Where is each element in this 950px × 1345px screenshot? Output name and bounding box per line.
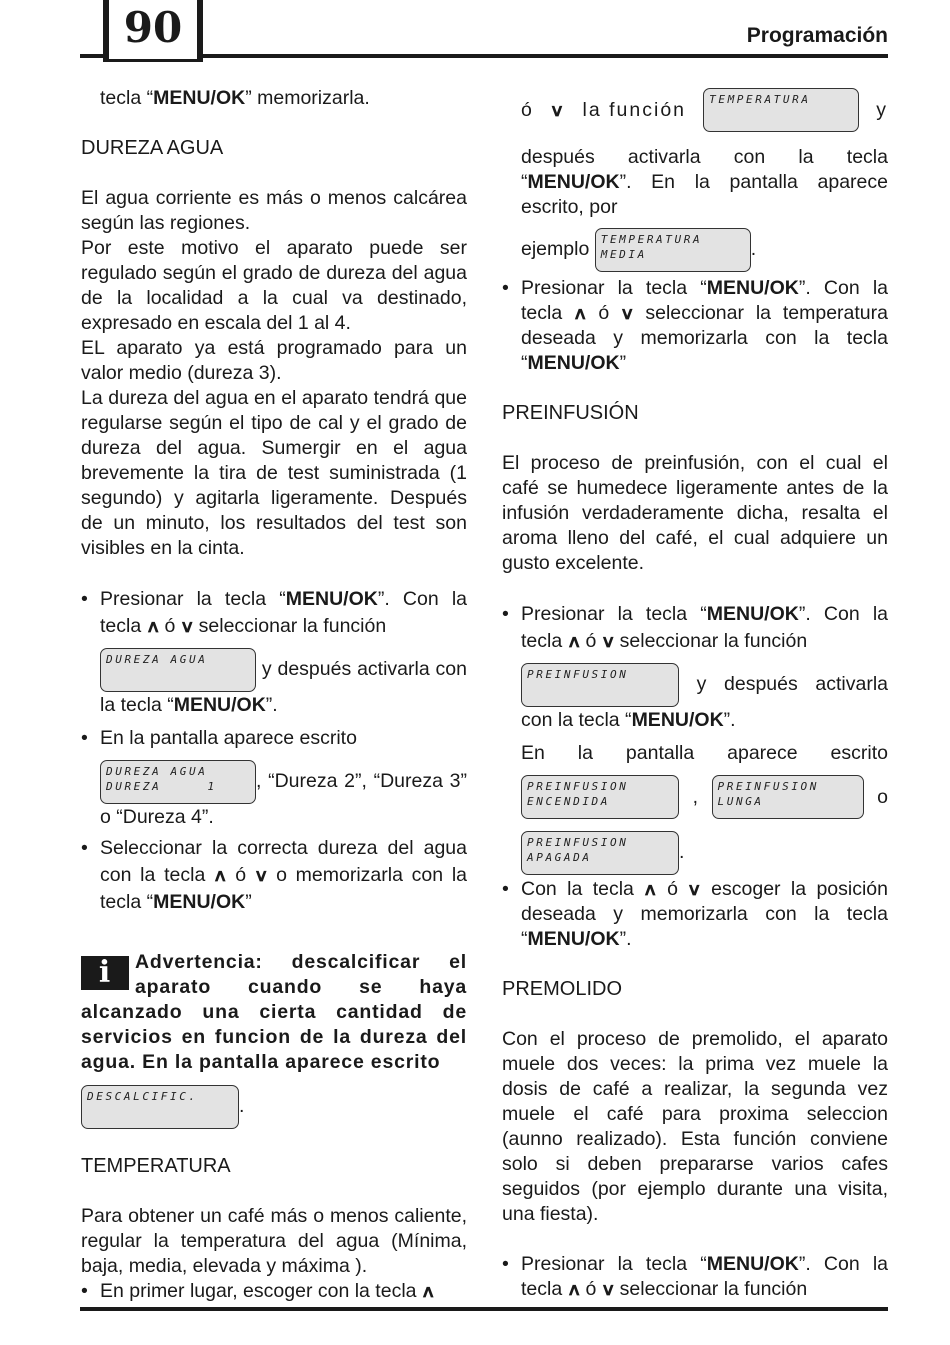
section-title: Programación (746, 24, 888, 47)
right-column (502, 86, 888, 1302)
page-number-text: 90 (123, 3, 183, 52)
paragraph-temperatura: Para obtener un café más o menos caliente, regular la temperatura del agua (Mínima, baja, media, elevada y máxima ). (81, 1205, 467, 1277)
bullet-temperatura-memorize: • Presionar la tecla “MENU/OK”. Con la tecla ∧ ó ∨ seleccionar la temperatura deseada y memorizarla con la tecla “MENU/OK” (502, 276, 888, 376)
chevron-down-icon: ∨ (619, 304, 635, 323)
intro-line: tecla “MENU/OK” memorizarla. (100, 87, 370, 109)
bullet-preinfusion-select: • Presionar la tecla “MENU/OK”. Con la tecla ∧ ó ∨ seleccionar la función PREINFUSION y después activarla con la tecla “MENU/OK”. En la pantalla aparece escrito PREINFUSION ENCENDIDA , PREINFUSION LUNGA o PREINFUSION APAGADA . (502, 601, 888, 875)
lcd-display-temperatura: TEMPERATURA (703, 88, 859, 132)
paragraph-dureza-4: La dureza del agua en el aparato tendrá que regularse según el tipo de cal y el grado de dureza del agua. Sumergir en el agua brevemente la tira de test suministrada (1 segundo) y agitarla ligeramente. Después de un minuto, los resultados del test son visibles en la cinta. (81, 387, 467, 559)
lcd-display-temperatura-media: TEMPERATURA MEDIA (595, 228, 751, 272)
lcd-display-dureza-valor: DUREZA AGUA DUREZA 1 (100, 760, 256, 804)
heading-premolido: PREMOLIDO (502, 978, 623, 1000)
heading-dureza-agua: DUREZA AGUA (81, 137, 224, 159)
chevron-up-icon: ∧ (566, 632, 582, 651)
temp-function-line: ó ∨ la función TEMPERATURA y (502, 85, 888, 135)
lcd-display-preinfusion-encendida: PREINFUSION ENCENDIDA (521, 775, 679, 819)
info-icon: i (81, 956, 129, 990)
bullet-premolido-select: • Presionar la tecla “MENU/OK”. Con la tecla ∧ ó ∨ seleccionar la función (502, 1252, 888, 1302)
heading-preinfusion: PREINFUSIÓN (502, 402, 639, 424)
chevron-up-icon: ∧ (572, 304, 588, 323)
bullet-dureza-select: • Presionar la tecla “MENU/OK”. Con la tecla ∧ ó ∨ seleccionar la función DUREZA AGUA y después activarla con la tecla “MENU/OK”. (81, 586, 467, 719)
lcd-display-preinfusion-apagada: PREINFUSION APAGADA (521, 831, 679, 875)
left-column: tecla “MENU/OK” memorizarla. DUREZA AGUA El agua corriente es más o menos calcárea según las regiones. Por este motivo el aparato puede ser regulado según el grado de dureza del agua de la localidad a la cual va destinado, expresado en escala del 1 al 4. EL aparato ya está programado para un valor medio (dureza 3). La dureza del agua en el aparato tendrá que regularse según el tipo de cal y el grado de dureza del agua. Sumergir en el agua brevemente la tira de test suministrada (1 segundo) y agitarla ligeramente. Después de un minuto, los resultados del test son visibles en la cinta. • Presionar la tecla “MENU/OK”. Con la tecla ∧ ó ∨ seleccionar la función DUREZA AGUA y después activarla con la tecla “MENU/OK”. • En la pantalla aparece escrito DUREZA AGUA DUREZA 1 , “Dureza 2”, “Dureza 3” o “Dureza 4”. • Seleccionar la correcta dureza del agua con la tecla ∧ ó ∨ o memorizarla con la tecla “MENU/OK” i Advertencia: descalcificar el aparato cuando se haya alcanzado una cierta cantidad de servicios en funcion de la dureza del agua. En la pantalla aparece escrito DESCALCIFIC. . TEMPERATURA Para obtener un café más o menos caliente, regular la temperatura del agua (Mínima, baja, media, elevada y máxima ). • En primer lugar, escoger con la tecla ∧ (81, 86, 467, 1304)
lcd-display-preinfusion: PREINFUSION (521, 663, 679, 707)
chevron-up-icon: ∧ (212, 866, 228, 885)
chevron-down-icon: ∨ (253, 866, 269, 885)
paragraph-preinfusion: El proceso de preinfusión, con el cual el café se humedece ligeramente antes de la infusión verdaderamente dicha, resalta el aroma lleno del café, el cual adquiere un gusto excelente. (502, 452, 888, 574)
paragraph-dureza-2: Por este motivo el aparato puede ser regulado según el grado de dureza del agua de la localidad a la cual va destinado, expresado en escala del 1 al 4. (81, 237, 467, 334)
paragraph-premolido: Con el proceso de premolido, el aparato muele dos veces: la prima vez muele la dosis de café a realizar, la segunda vez muele el café para proxima seleccion (aunno realizado). Esta función conviene solo si deben prepararse varios cafes seguidos (por ejemplo durante una visita, una fiesta). (502, 1028, 888, 1225)
chevron-down-icon: ∨ (179, 617, 195, 636)
footer-rule (80, 1307, 888, 1311)
heading-temperatura: TEMPERATURA (81, 1155, 231, 1177)
lcd-display-descalcific: DESCALCIFIC. (81, 1085, 239, 1129)
paragraph-dureza-3: EL aparato ya está programado para un valor medio (dureza 3). (81, 337, 467, 384)
chevron-up-icon: ∧ (420, 1282, 436, 1301)
paragraph-dureza-1: El agua corriente es más o menos calcárea según las regiones. (81, 187, 467, 234)
temp-example-line: ejemplo TEMPERATURA MEDIA . (502, 228, 888, 272)
warning-text: Advertencia: descalcificar el aparato cuando se haya alcanzado una cierta cantidad de servicios en funcion de la dureza del agua. En la pantalla aparece escrito (81, 951, 467, 1073)
temp-activate-line: después activarla con la tecla “MENU/OK”. En la pantalla aparece escrito, por (521, 146, 888, 218)
lcd-display-preinfusion-lunga: PREINFUSION LUNGA (712, 775, 864, 819)
chevron-up-icon: ∧ (145, 617, 161, 636)
bullet-preinfusion-memorize: • Con la tecla ∧ ó ∨ escoger la posición deseada y memorizarla con la tecla “MENU/OK”. (502, 877, 888, 952)
warning-block (81, 950, 467, 1075)
page-number (106, 0, 200, 62)
bullet-dureza-memorize: • Seleccionar la correcta dureza del agua con la tecla ∧ ó ∨ o memorizarla con la tecla “MENU/OK” (81, 835, 467, 916)
chevron-down-icon: ∨ (687, 880, 703, 899)
chevron-up-icon: ∧ (643, 880, 658, 899)
chevron-down-icon: ∨ (549, 100, 567, 120)
chevron-down-icon: ∨ (600, 632, 616, 651)
chevron-up-icon: ∧ (566, 1280, 582, 1299)
bullet-temperatura-select: • En primer lugar, escoger con la tecla ∧ (81, 1279, 467, 1304)
lcd-display-dureza: DUREZA AGUA (100, 648, 256, 692)
chevron-down-icon: ∨ (600, 1280, 616, 1299)
bullet-dureza-display: • En la pantalla aparece escrito DUREZA AGUA DUREZA 1 , “Dureza 2”, “Dureza 3” o “Dureza 4”. (81, 725, 467, 831)
